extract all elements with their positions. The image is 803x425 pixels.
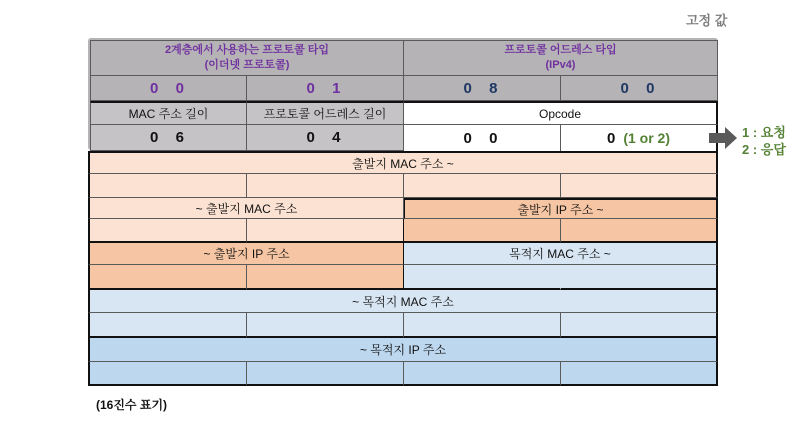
target-mac-end-field-1 — [88, 313, 247, 338]
target-mac-end-field-3 — [404, 313, 561, 338]
target-ip-label: ~ 목적지 IP 주소 — [88, 338, 718, 362]
sender-ip-end-field-2 — [247, 265, 404, 290]
hardware-type-label — [90, 40, 404, 76]
target-mac-end-label: ~ 목적지 MAC 주소 — [88, 290, 718, 313]
target-ip-field-3 — [404, 362, 561, 386]
target-mac-end-field-2 — [247, 313, 404, 338]
opcode-label: Opcode — [404, 101, 718, 125]
opcode-byte2-note: (1 or 2) — [623, 130, 671, 146]
target-ip-field-4 — [561, 362, 718, 386]
sender-mac-start-label: 출발지 MAC 주소 ~ — [88, 151, 718, 174]
sender-mac-end-label: ~ 출발지 MAC 주소 — [88, 198, 404, 219]
mac-length-label: MAC 주소 길이 — [90, 101, 247, 125]
sender-mac-end-field-1 — [88, 219, 247, 243]
sender-mac-field-3 — [404, 174, 561, 198]
target-mac-field-2 — [561, 265, 718, 290]
sender-mac-field-2 — [247, 174, 404, 198]
protocol-length-label: 프로토콜 어드레스 길이 — [247, 101, 404, 125]
sender-mac-end-field-2 — [247, 219, 404, 243]
protocol-type-subtitle: (IPv4) — [545, 59, 576, 71]
protocol-type-byte1: 0 8 — [404, 76, 561, 101]
opcode-reply-legend: 2 : 응답 — [742, 142, 786, 157]
sender-ip-end-label: ~ 출발지 IP 주소 — [88, 243, 404, 265]
hex-notation-note: (16진수 표기) — [96, 398, 168, 412]
target-mac-start-label: 목적지 MAC 주소 ~ — [404, 243, 718, 265]
mac-length-value: 0 6 — [90, 125, 247, 151]
protocol-type-title: 프로토콜 어드레스 타입 — [504, 44, 617, 56]
hardware-type-title: 2계층에서 사용하는 프로토콜 타입 — [164, 44, 330, 56]
target-mac-end-field-4 — [561, 313, 718, 338]
sender-mac-field-1 — [88, 174, 247, 198]
protocol-length-value: 0 4 — [247, 125, 404, 151]
sender-ip-field-2 — [561, 219, 718, 243]
target-ip-field-1 — [88, 362, 247, 386]
opcode-byte1: 0 0 — [404, 125, 561, 151]
target-mac-field-1 — [404, 265, 561, 290]
sender-ip-field-1 — [404, 219, 561, 243]
hardware-type-byte2: 0 1 — [247, 76, 404, 101]
sender-ip-start-label: 출발지 IP 주소 ~ — [404, 198, 718, 219]
fixed-value-label: 고정 값 — [686, 13, 728, 28]
protocol-type-byte2: 0 0 — [561, 76, 718, 101]
target-ip-field-2 — [247, 362, 404, 386]
hardware-type-subtitle: (이더넷 프로토콜) — [204, 59, 290, 71]
opcode-byte2 — [561, 125, 718, 151]
arrow-right-icon — [709, 127, 739, 149]
opcode-byte2-value: 0 — [606, 129, 616, 147]
opcode-request-legend: 1 : 요청 — [742, 125, 786, 140]
sender-mac-field-4 — [561, 174, 718, 198]
hardware-type-byte1: 0 0 — [90, 76, 247, 101]
sender-ip-end-field-1 — [88, 265, 247, 290]
protocol-type-label — [404, 40, 718, 76]
